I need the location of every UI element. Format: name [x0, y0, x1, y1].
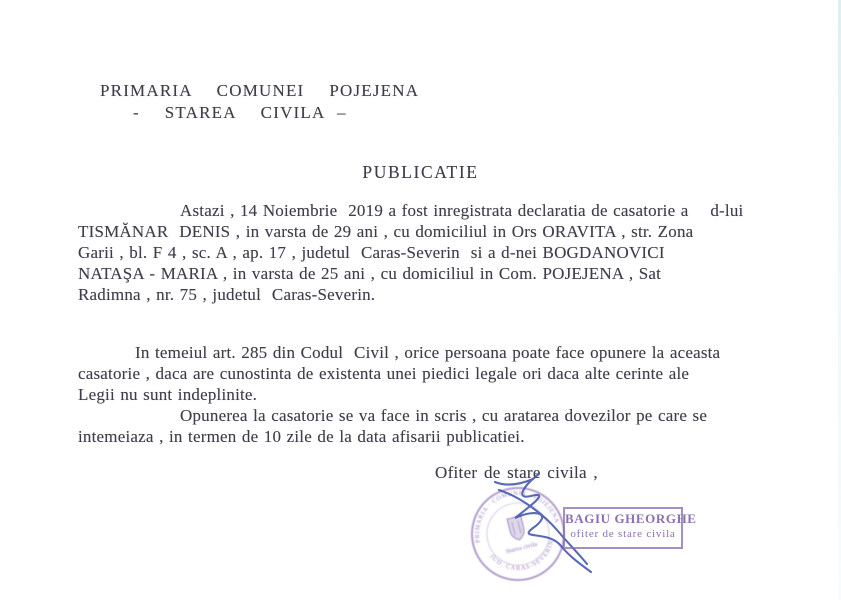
institution-name: PRIMARIA COMUNEI POJEJENA	[100, 81, 420, 100]
document-line: Legii nu sunt indeplinite.	[78, 385, 258, 404]
document-line: Astazi , 14 Noiembrie 2019 a fost inregistrata declaratia de casatorie a d-lui	[180, 201, 744, 220]
department-name: - STAREA CIVILA –	[133, 103, 347, 122]
stamp-arc-top-text: PRIMARIA · COMUNEI · POJEJENA	[473, 489, 561, 544]
signature-caption: Ofiter de stare civila ,	[435, 463, 598, 482]
document-line: In temeiul art. 285 din Codul Civil , orice persoana poate face opunere la aceasta	[135, 343, 721, 362]
document-header	[100, 80, 419, 124]
stamp-center-text: Starea civila	[504, 540, 539, 556]
document-line: intemeiaza , in termen de 10 zile de la data afisarii publicatiei.	[78, 427, 525, 446]
declaration-paragraph	[78, 200, 783, 305]
official-name-stamp	[563, 507, 697, 549]
document-line: TISMĂNAR DENIS , in varsta de 29 ani , cu domiciliul in Ors ORAVITA , str. Zona	[78, 222, 694, 241]
document-title: PUBLICATIE	[362, 162, 479, 182]
document-line: casatorie , daca are cunostinta de existenta unei piedici legale ori daca alte cerinte ale	[78, 364, 690, 383]
legal-notice-paragraph	[78, 342, 783, 447]
document-line: Garii , bl. F 4 , sc. A , ap. 17 , judetul Caras-Severin si a d-nei BOGDANOVICI	[78, 243, 665, 262]
official-name: BAGIU GHEORGHE	[565, 511, 697, 526]
document-line: Radimna , nr. 75 , judetul Caras-Severin.	[78, 285, 376, 304]
document-line: Opunerea la casatorie se va face in scris , cu aratarea dovezilor pe care se	[180, 406, 708, 425]
stamp-arc-bottom-text: JUD. CARAS-SEVERIN	[488, 539, 556, 573]
document-line: NATAŞA - MARIA , in varsta de 25 ani , cu domiciliul in Com. POJEJENA , Sat	[78, 264, 662, 283]
official-role: ofiter de stare civila	[570, 528, 676, 540]
